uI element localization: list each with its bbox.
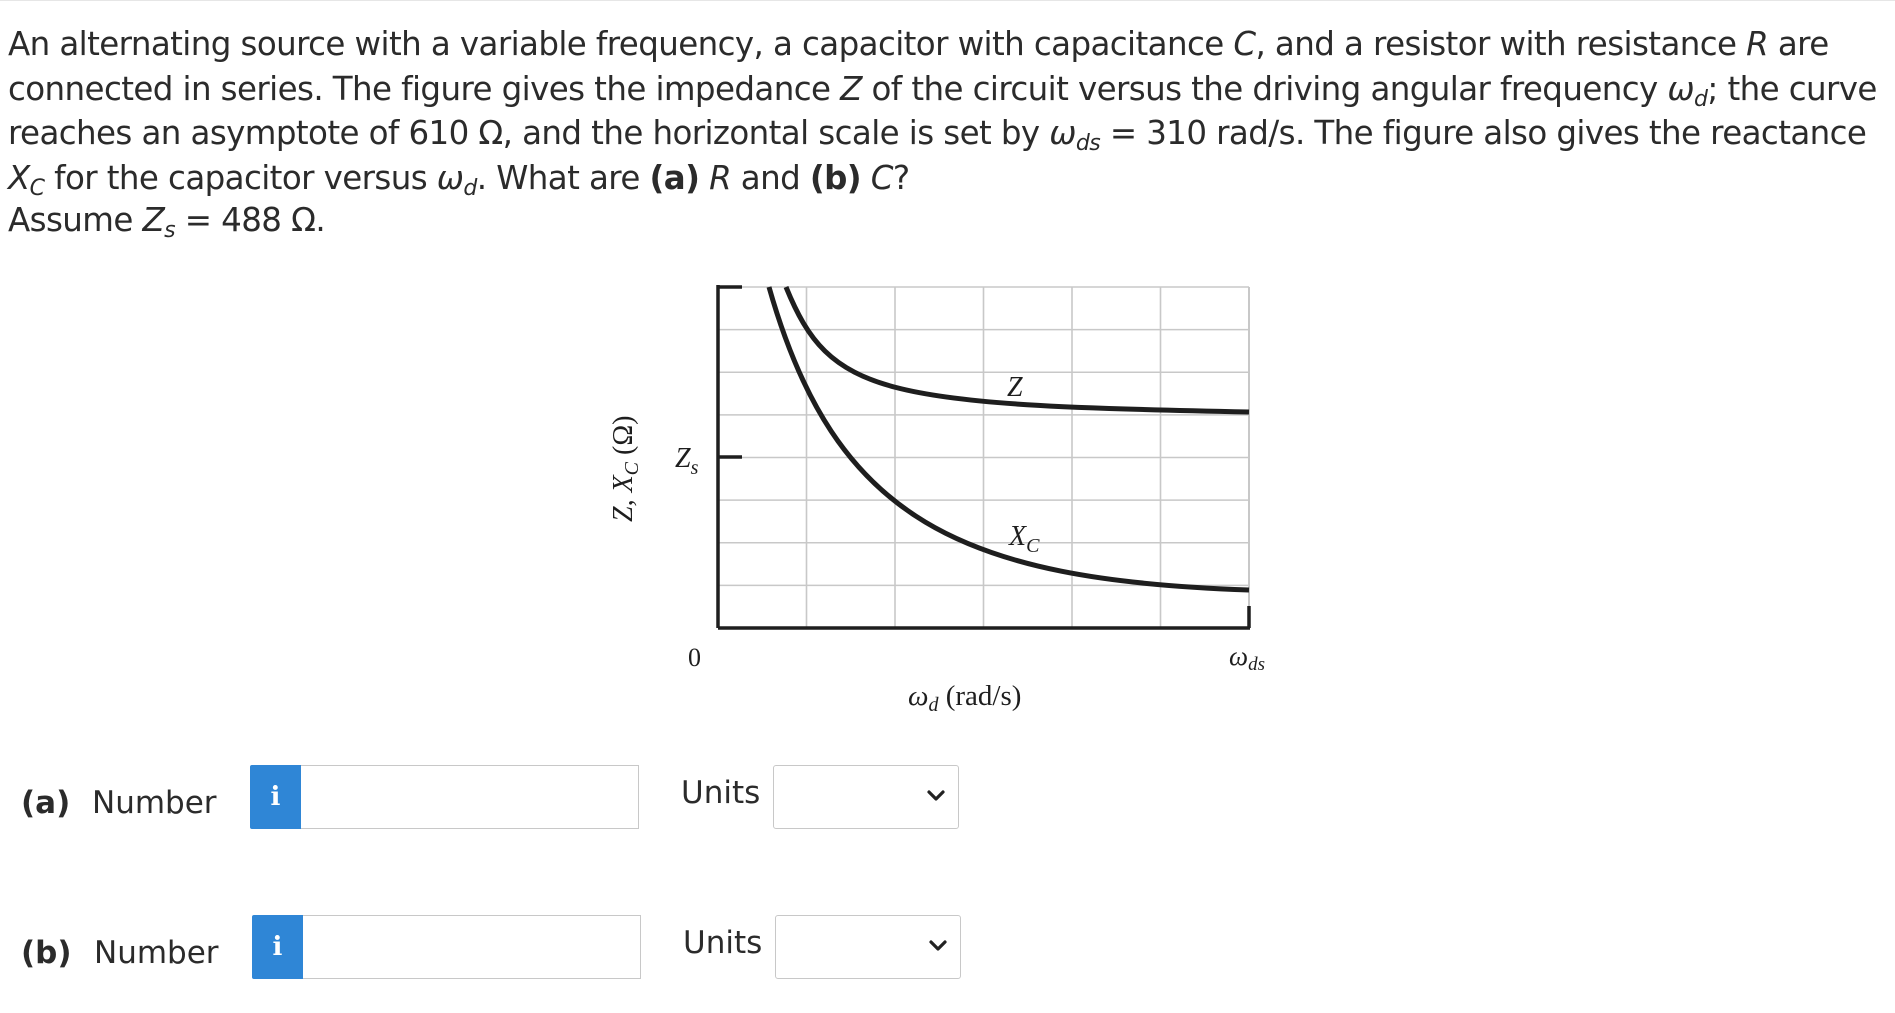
units-select-b[interactable] bbox=[775, 915, 961, 979]
part-b-label: (b) bbox=[21, 935, 72, 971]
number-input-a[interactable] bbox=[301, 765, 639, 829]
number-input-b[interactable] bbox=[303, 915, 641, 979]
question-text: An alternating source with a variable frequency, a capacitor with capacitance C, and a resistor with resistance R are connected in series. The figure gives the impedance Z of the circuit versus the driving angular frequency $\omega_d$; the curve reaches an asymptote of 610 Ω, and the horizontal scale is set by $\omega_{ds} = 310$ rad/s. The figure also gives the reactance $X_C$ for the capacitor versus $\omega_d$. What are (a) R and (b) C? bbox=[8, 25, 1877, 201]
units-select-a[interactable] bbox=[773, 765, 959, 829]
answer-row-b bbox=[0, 915, 1000, 979]
x-axis-label: $\omega_d$ (rad/s) bbox=[908, 680, 1022, 716]
units-label-b: Units bbox=[683, 925, 763, 961]
y-axis-label: Z, $X_C$ (Ω) bbox=[608, 415, 643, 522]
number-label-b: Number bbox=[94, 935, 219, 971]
zs-label: $Z_s$ bbox=[675, 443, 699, 479]
z-curve-label: Z bbox=[1007, 372, 1023, 403]
figure-grid bbox=[718, 287, 1249, 628]
part-a-label: (a) bbox=[21, 785, 71, 821]
x-end-label: ωds bbox=[1229, 641, 1265, 675]
chevron-down-icon bbox=[923, 931, 953, 961]
xc-curve-label: $X_C$ bbox=[1009, 521, 1040, 557]
number-label-a: Number bbox=[92, 785, 217, 821]
assume-text: Assume $Z_s = 488$ Ω. bbox=[8, 201, 326, 243]
chevron-down-icon bbox=[921, 781, 951, 811]
origin-label: 0 bbox=[688, 643, 701, 672]
units-label-a: Units bbox=[681, 775, 761, 811]
answer-row-a bbox=[0, 765, 1000, 829]
info-icon[interactable]: i bbox=[250, 765, 301, 829]
info-icon[interactable]: i bbox=[252, 915, 303, 979]
